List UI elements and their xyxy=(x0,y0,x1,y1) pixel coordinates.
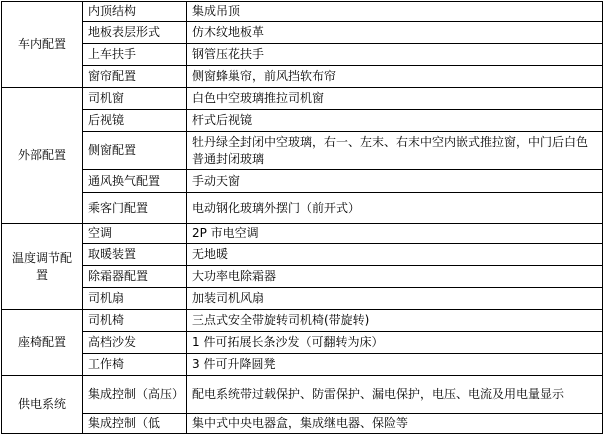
table-row xyxy=(2,170,603,193)
value-cell: 仿木纹地板革 xyxy=(187,22,603,44)
table-row xyxy=(2,132,603,170)
item-cell: 内顶结构 xyxy=(83,2,187,22)
table-row xyxy=(2,2,603,22)
table-row xyxy=(2,22,603,44)
item-cell: 窗帘配置 xyxy=(83,66,187,88)
item-cell: 高档沙发 xyxy=(83,332,187,354)
item-cell: 除霜器配置 xyxy=(83,266,187,288)
table-row xyxy=(2,288,603,310)
value-cell: 3 件可升降圆凳 xyxy=(187,354,603,376)
value-cell: 加装司机风扇 xyxy=(187,288,603,310)
table-row xyxy=(2,110,603,132)
value-cell: 钢管压花扶手 xyxy=(187,44,603,66)
table-row xyxy=(2,310,603,332)
item-cell: 集成控制（高压） xyxy=(83,376,187,414)
value-cell: 集中式中央电器盒，集成继电器、保险等 xyxy=(187,414,603,434)
table-row xyxy=(2,266,603,288)
table-row xyxy=(2,354,603,376)
item-cell: 上车扶手 xyxy=(83,44,187,66)
item-cell: 工作椅 xyxy=(83,354,187,376)
value-cell: 杆式后视镜 xyxy=(187,110,603,132)
category-cell: 座椅配置 xyxy=(2,310,83,376)
item-cell: 取暖装置 xyxy=(83,244,187,266)
value-cell: 牡丹绿全封闭中空玻璃，右一、左末、右末中空内嵌式推拉窗，中门后白色普通封闭玻璃 xyxy=(187,132,603,170)
value-cell: 白色中空玻璃推拉司机窗 xyxy=(187,88,603,110)
value-cell: 2P 市电空调 xyxy=(187,224,603,244)
table-row xyxy=(2,66,603,88)
value-cell: 手动天窗 xyxy=(187,170,603,193)
table-row xyxy=(2,88,603,110)
value-cell: 无地暖 xyxy=(187,244,603,266)
table-row xyxy=(2,193,603,224)
item-cell: 司机扇 xyxy=(83,288,187,310)
table-row xyxy=(2,224,603,244)
table-row xyxy=(2,376,603,414)
table-row xyxy=(2,44,603,66)
value-cell: 三点式安全带旋转司机椅(带旋转) xyxy=(187,310,603,332)
item-cell: 后视镜 xyxy=(83,110,187,132)
spec-table xyxy=(1,1,603,434)
item-cell: 集成控制（低 xyxy=(83,414,187,434)
table-row xyxy=(2,244,603,266)
item-cell: 司机窗 xyxy=(83,88,187,110)
category-cell: 外部配置 xyxy=(2,88,83,224)
item-cell: 司机椅 xyxy=(83,310,187,332)
value-cell: 1 件可拓展长条沙发（可翻转为床） xyxy=(187,332,603,354)
item-cell: 乘客门配置 xyxy=(83,193,187,224)
value-cell: 集成吊顶 xyxy=(187,2,603,22)
category-cell: 车内配置 xyxy=(2,2,83,88)
value-cell: 大功率电除霜器 xyxy=(187,266,603,288)
category-cell: 温度调节配置 xyxy=(2,224,83,310)
item-cell: 侧窗配置 xyxy=(83,132,187,170)
value-cell: 侧窗蜂巢帘，前风挡软布帘 xyxy=(187,66,603,88)
table-row xyxy=(2,414,603,434)
table-row xyxy=(2,332,603,354)
value-cell: 配电系统带过载保护、防雷保护、漏电保护，电压、电流及用电量显示 xyxy=(187,376,603,414)
item-cell: 通风换气配置 xyxy=(83,170,187,193)
item-cell: 空调 xyxy=(83,224,187,244)
item-cell: 地板表层形式 xyxy=(83,22,187,44)
value-cell: 电动钢化玻璃外摆门（前开式） xyxy=(187,193,603,224)
category-cell: 供电系统 xyxy=(2,376,83,434)
